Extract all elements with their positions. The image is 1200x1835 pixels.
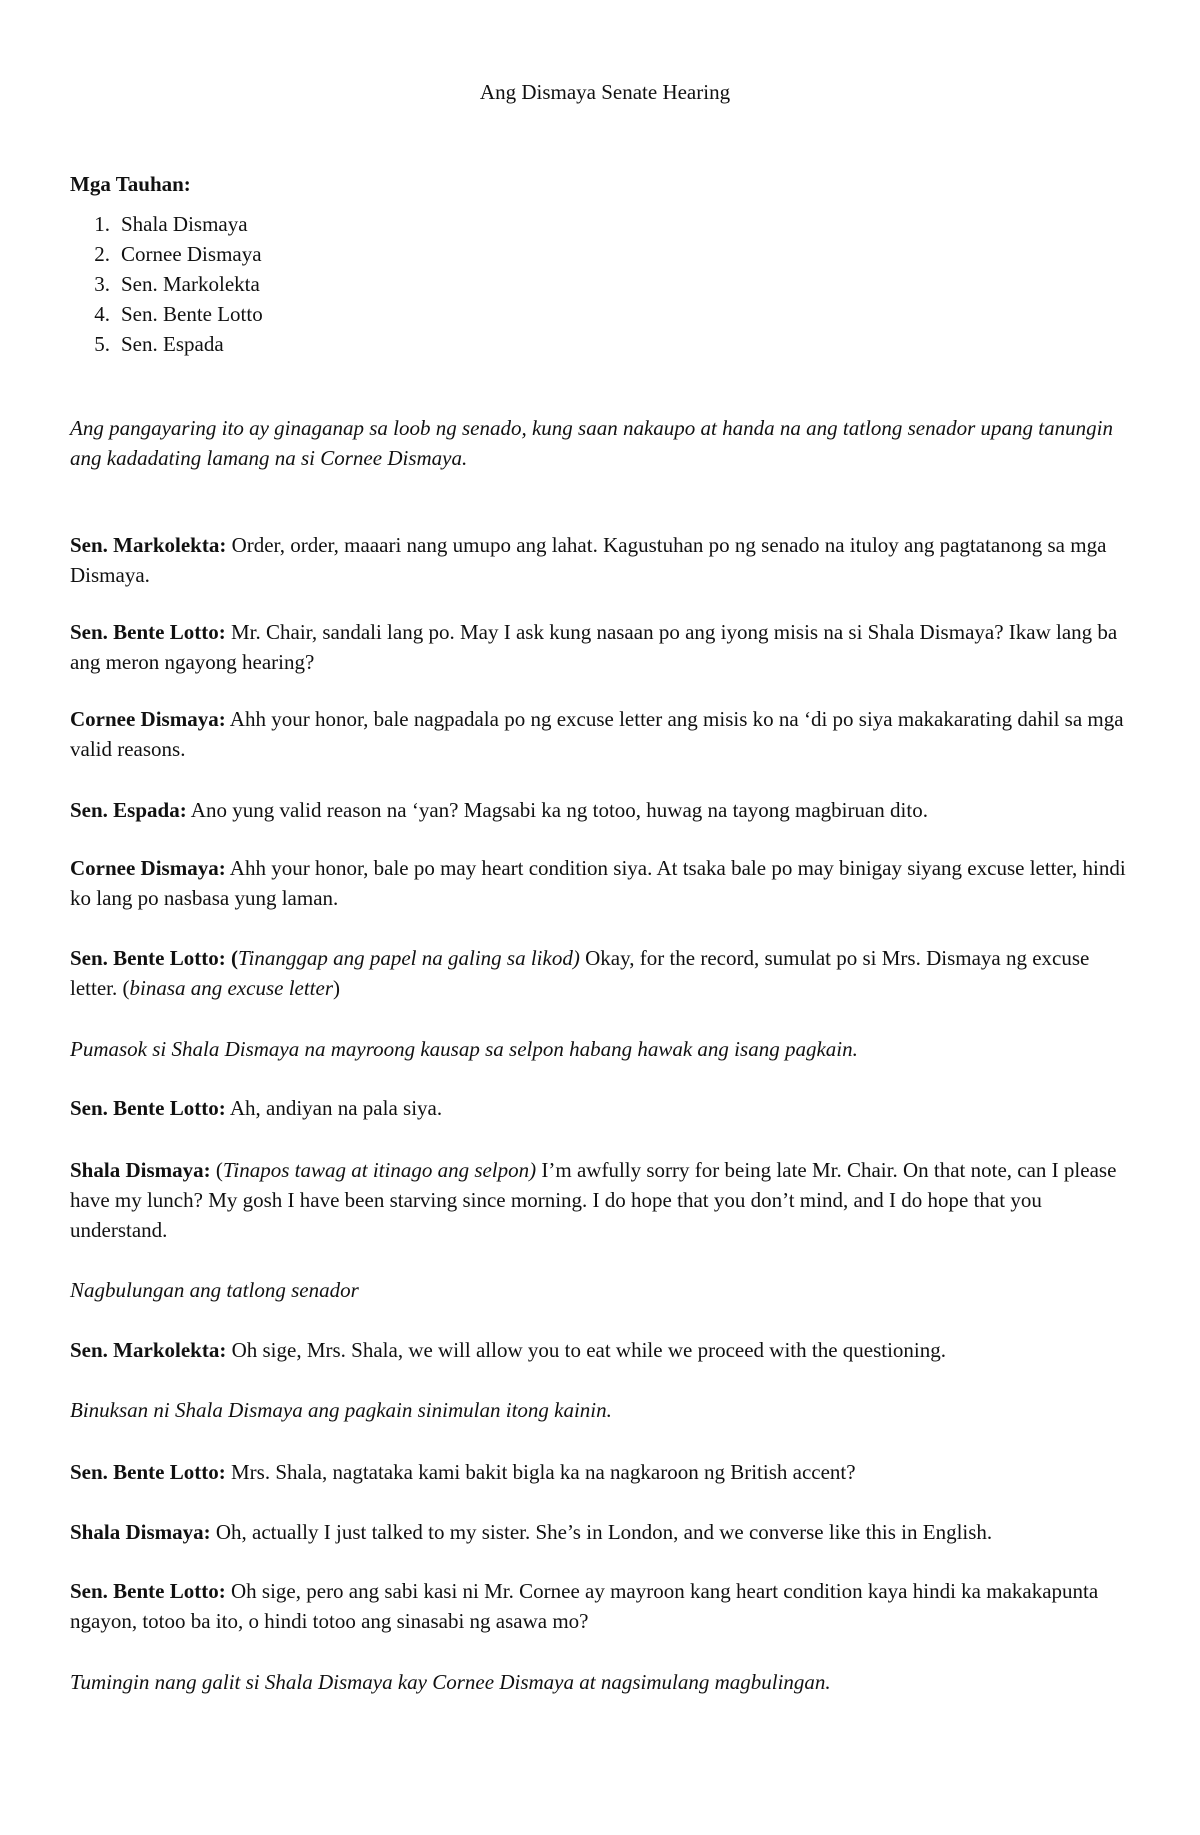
speaker-name: Cornee Dismaya: xyxy=(70,856,226,880)
speaker-name: Sen. Espada: xyxy=(70,798,187,822)
speaker-name: Shala Dismaya: xyxy=(70,1520,211,1544)
paren-close: ) xyxy=(333,976,341,1000)
dialogue-line xyxy=(70,853,1140,913)
dialogue-text: Mr. Chair, sandali lang po. May I ask kung nasaan po ang iyong misis na si Shala Dismaya? Ikaw lang ba ang meron ngayong hearing? xyxy=(70,620,1118,674)
cast-name: Cornee Dismaya xyxy=(121,242,262,266)
dialogue-line xyxy=(70,704,1140,764)
speaker-name: Sen. Markolekta: xyxy=(70,1338,227,1362)
speaker-name: Sen. Bente Lotto: xyxy=(70,1579,226,1603)
dialogue-text: Oh, actually I just talked to my sister. She’s in London, and we converse like this in English. xyxy=(210,1520,993,1544)
dialogue-line xyxy=(70,1576,1140,1636)
cast-heading: Mga Tauhan: xyxy=(70,172,191,196)
speaker-name: Sen. Bente Lotto: xyxy=(70,1096,226,1120)
cast-item xyxy=(70,269,263,299)
dialogue-line xyxy=(70,1155,1140,1245)
stage-direction-inline: Tinapos tawag at itinago ang selpon) xyxy=(222,1158,537,1182)
cast-number: 1. xyxy=(94,212,110,236)
cast-item xyxy=(70,209,263,239)
scene-intro: Ang pangayaring ito ay ginaganap sa loob ng senado, kung saan nakaupo at handa na ang tatlong senador upang tanungin ang kadadating lamang na si Cornee Dismaya. xyxy=(70,416,1113,470)
paren-open: ( xyxy=(225,946,238,970)
dialogue-line xyxy=(70,1335,1140,1365)
document-title: Ang Dismaya Senate Hearing xyxy=(479,80,731,104)
speaker-name: Sen. Bente Lotto: xyxy=(70,946,226,970)
cast-number: 5. xyxy=(94,332,110,356)
cast-name: Sen. Markolekta xyxy=(121,272,260,296)
stage-direction-inline: Tinanggap ang papel na galing sa likod) xyxy=(238,946,580,970)
cast-list xyxy=(70,209,263,359)
dialogue-text: Oh sige, pero ang sabi kasi ni Mr. Cornee ay mayroon kang heart condition kaya hindi ka makakapunta ngayon, totoo ba ito, o hindi totoo ang sinasabi ng asawa mo? xyxy=(70,1579,1099,1633)
stage-direction: Pumasok si Shala Dismaya na mayroong kausap sa selpon habang hawak ang isang pagkain. xyxy=(70,1037,858,1061)
cast-number: 4. xyxy=(94,302,110,326)
cast-item xyxy=(70,299,263,329)
stage-direction: Binuksan ni Shala Dismaya ang pagkain sinimulan itong kainin. xyxy=(70,1398,612,1422)
dialogue-text: Ahh your honor, bale po may heart condition siya. At tsaka bale po may binigay siyang excuse letter, hindi ko lang po nasbasa yung laman. xyxy=(70,856,1126,910)
dialogue-line xyxy=(70,943,1140,1003)
dialogue-text: Mrs. Shala, nagtataka kami bakit bigla ka na nagkaroon ng British accent? xyxy=(225,1460,856,1484)
cast-item xyxy=(70,239,263,269)
speaker-name: Shala Dismaya: xyxy=(70,1158,211,1182)
dialogue-text: Ano yung valid reason na ‘yan? Magsabi ka ng totoo, huwag na tayong magbiruan dito. xyxy=(186,798,928,822)
speaker-name: Sen. Markolekta: xyxy=(70,533,227,557)
dialogue-text: Ah, andiyan na pala siya. xyxy=(225,1096,443,1120)
paren-open: ( xyxy=(210,1158,223,1182)
cast-item xyxy=(70,329,263,359)
speaker-name: Cornee Dismaya: xyxy=(70,707,226,731)
cast-name: Sen. Bente Lotto xyxy=(121,302,263,326)
stage-direction-inline: binasa ang excuse letter xyxy=(129,976,334,1000)
cast-name: Shala Dismaya xyxy=(121,212,248,236)
dialogue-line xyxy=(70,530,1140,590)
cast-name: Sen. Espada xyxy=(121,332,224,356)
dialogue-text: I’m awfully sorry for being late Mr. Chair. On that note, can I please have my lunch? My gosh I have been starving since morning. I do hope that you don’t mind, and I do hope that you understand. xyxy=(70,1158,1117,1242)
stage-direction: Tumingin nang galit si Shala Dismaya kay Cornee Dismaya at nagsimulang magbulingan. xyxy=(70,1670,831,1694)
speaker-name: Sen. Bente Lotto: xyxy=(70,620,226,644)
cast-number: 2. xyxy=(94,242,110,266)
dialogue-line xyxy=(70,1457,1140,1487)
dialogue-line xyxy=(70,617,1140,677)
dialogue-text: Ahh your honor, bale nagpadala po ng excuse letter ang misis ko na ‘di po siya makakarating dahil sa mga valid reasons. xyxy=(70,707,1124,761)
speaker-name: Sen. Bente Lotto: xyxy=(70,1460,226,1484)
cast-number: 3. xyxy=(94,272,110,296)
dialogue-text: Order, order, maaari nang umupo ang lahat. Kagustuhan po ng senado na ituloy ang pagtatanong sa mga Dismaya. xyxy=(70,533,1107,587)
dialogue-line xyxy=(70,1093,1140,1123)
dialogue-line xyxy=(70,795,1140,825)
stage-direction: Nagbulungan ang tatlong senador xyxy=(70,1278,359,1302)
dialogue-text: Okay, for the record, sumulat po si Mrs. Dismaya ng excuse letter. ( xyxy=(70,946,1090,1000)
dialogue-text: Oh sige, Mrs. Shala, we will allow you to eat while we proceed with the questioning. xyxy=(226,1338,947,1362)
dialogue-line xyxy=(70,1517,1140,1547)
